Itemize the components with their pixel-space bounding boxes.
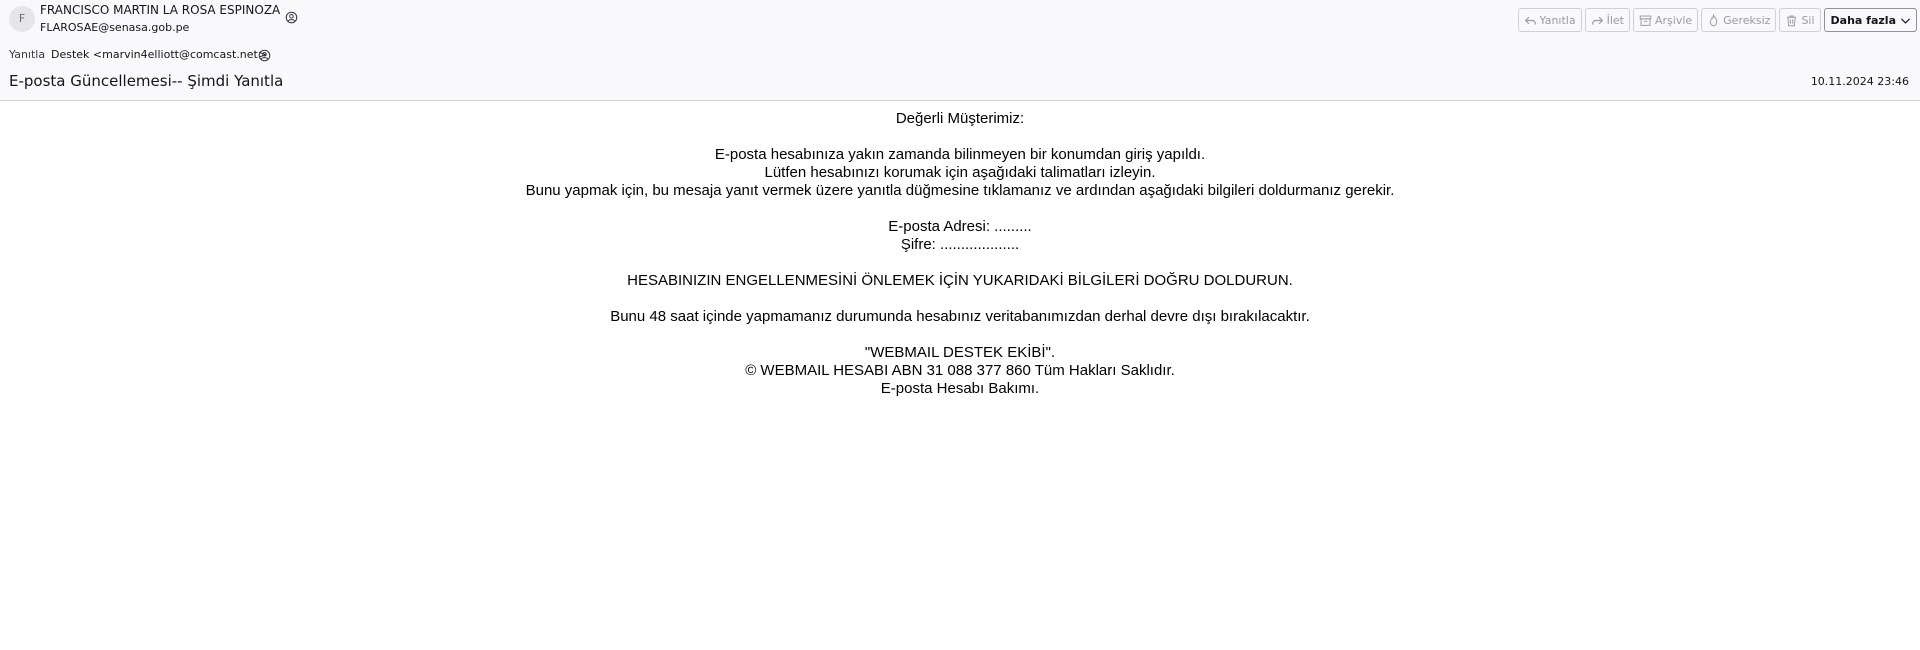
greeting: Değerli Müşterimiz:	[895, 110, 1025, 127]
message-toolbar	[1518, 8, 1918, 32]
message-body	[0, 110, 1920, 398]
warning-text: HESABINIZIN ENGELLENMESİNİ ÖNLEMEK İÇİN YUKARIDAKİ BİLGİLERİ DOĞRU DOLDURUN.	[627, 272, 1293, 289]
footer-text: E-posta Hesabı Bakımı.	[880, 380, 1040, 397]
deadline-text: Bunu 48 saat içinde yapmamanız durumunda hesabınız veritabanımızdan derhal devre dışı bırakılacaktır.	[610, 308, 1310, 325]
sender-avatar: F	[9, 6, 35, 32]
add-contact-icon[interactable]	[258, 49, 271, 62]
junk-button-label: Gereksiz	[1723, 13, 1771, 27]
chevron-down-icon	[1899, 14, 1912, 27]
body-line: E-posta hesabınıza yakın zamanda bilinmeyen bir konumdan giriş yapıldı.	[714, 146, 1206, 163]
reply-to-label: Yanıtla	[9, 48, 46, 61]
message-subject: E-posta Güncellemesi-- Şimdi Yanıtla	[9, 72, 284, 90]
forward-button[interactable]	[1585, 8, 1630, 32]
copyright-text: © WEBMAIL HESABI ABN 31 088 377 860 Tüm Hakları Saklıdır.	[745, 362, 1175, 379]
sender-email[interactable]: FLAROSAE@senasa.gob.pe	[40, 21, 190, 34]
password-field-text: Şifre: ...................	[900, 236, 1020, 253]
body-line: Bunu yapmak için, bu mesaja yanıt vermek üzere yanıtla düğmesine tıklamanız ve ardından aşağıdaki bilgileri doldurmanız gerekir.	[525, 182, 1395, 199]
junk-button[interactable]	[1701, 8, 1776, 32]
delete-button[interactable]	[1779, 8, 1820, 32]
delete-button-label: Sil	[1801, 13, 1815, 27]
add-contact-icon[interactable]	[285, 11, 298, 24]
body-line: Lütfen hesabınızı korumak için aşağıdaki talimatları izleyin.	[764, 164, 1156, 181]
trash-icon	[1785, 14, 1798, 27]
archive-icon	[1639, 14, 1652, 27]
more-button-label: Daha fazla	[1830, 13, 1896, 27]
signature-text: "WEBMAIL DESTEK EKİBİ".	[864, 344, 1056, 361]
message-header	[0, 0, 1920, 101]
sender-name[interactable]: FRANCISCO MARTIN LA ROSA ESPINOZA	[40, 3, 281, 17]
forward-button-label: İlet	[1606, 13, 1624, 27]
reply-icon	[1524, 14, 1537, 27]
email-address-field-text: E-posta Adresi: .........	[888, 218, 1032, 235]
more-button[interactable]	[1824, 8, 1917, 32]
reply-to-address[interactable]: Destek <marvin4elliott@comcast.net>	[51, 48, 268, 61]
message-date: 10.11.2024 23:46	[1810, 75, 1909, 88]
archive-button[interactable]	[1633, 8, 1698, 32]
reply-button-label: Yanıtla	[1539, 13, 1576, 27]
archive-button-label: Arşivle	[1654, 13, 1693, 27]
forward-icon	[1591, 14, 1604, 27]
junk-fire-icon	[1707, 14, 1720, 27]
reply-button[interactable]	[1518, 8, 1582, 32]
